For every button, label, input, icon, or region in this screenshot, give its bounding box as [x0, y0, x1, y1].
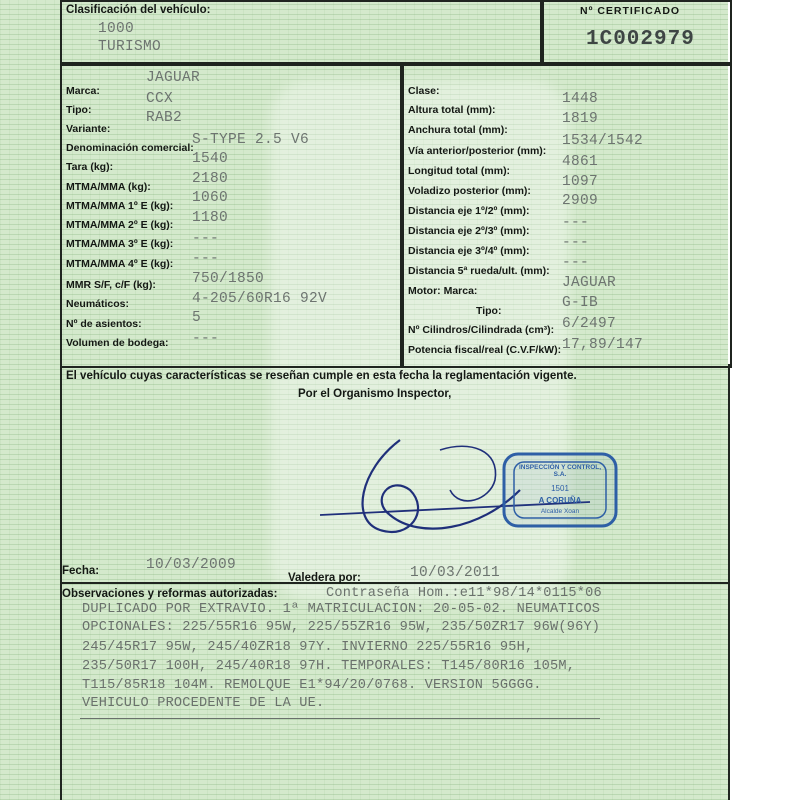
stamp-number: 1501: [551, 484, 569, 493]
observacion-line: 245/45R17 95W, 245/40ZR18 97Y. INVIERNO 225/55R16 95H,: [82, 640, 534, 655]
page-margin: [728, 0, 800, 800]
spec-value: 5: [192, 310, 202, 326]
spec-value: 17,89/147: [562, 337, 644, 353]
fecha-value: 10/03/2009: [146, 557, 237, 573]
spec-label: MTMA/MMA 3º E (kg):: [66, 238, 174, 250]
spec-value: CCX: [146, 91, 174, 107]
spec-value: G-IB: [562, 295, 599, 311]
right-border: [728, 364, 730, 800]
spec-label: Voladizo posterior (mm):: [408, 185, 531, 197]
spec-value: 1819: [562, 111, 599, 127]
spec-label: Distancia 5ª rueda/ult. (mm):: [408, 265, 550, 277]
spec-label: Variante:: [66, 123, 111, 135]
spec-value: ---: [562, 255, 590, 271]
spec-value: ---: [192, 331, 220, 347]
spec-value: 1448: [562, 91, 599, 107]
spec-label: Altura total (mm):: [408, 104, 496, 116]
spec-label: Volumen de bodega:: [66, 337, 169, 349]
spec-value: 1540: [192, 151, 229, 167]
spec-value: JAGUAR: [146, 70, 201, 86]
spec-value: ---: [192, 231, 220, 247]
valedera-label: Valedera por:: [288, 572, 361, 584]
spec-value: RAB2: [146, 110, 183, 126]
spec-value: 2909: [562, 193, 599, 209]
observaciones-label: Observaciones y reformas autorizadas:: [62, 588, 278, 600]
spec-value: ---: [562, 215, 590, 231]
spec-value: 1097: [562, 174, 599, 190]
inspection-stamp: [500, 450, 620, 530]
clasificacion-label: Clasificación del vehículo:: [66, 4, 211, 16]
stamp-bottom-text: Alcalde Xoan: [540, 508, 580, 515]
spec-label: MTMA/MMA 1º E (kg):: [66, 200, 174, 212]
spec-value: 1534/1542: [562, 133, 644, 149]
spec-value: 1180: [192, 210, 229, 226]
spec-value: 2180: [192, 171, 229, 187]
spec-value: S-TYPE 2.5 V6: [192, 132, 310, 148]
valedera-value: 10/03/2011: [410, 565, 501, 581]
certification-statement: El vehículo cuyas características se reseñan cumple en esta fecha la reglamentación vigente.: [66, 370, 577, 382]
observaciones-divider: [60, 582, 728, 584]
spec-value: ---: [562, 235, 590, 251]
spec-label: Tara (kg):: [66, 161, 114, 173]
spec-label: Vía anterior/posterior (mm):: [408, 145, 547, 157]
observacion-line: DUPLICADO POR EXTRAVIO. 1ª MATRICULACION: 20-05-02. NEUMATICOS: [82, 602, 601, 617]
end-rule: [80, 718, 600, 719]
certificado-label: Nº CERTIFICADO: [580, 5, 681, 17]
spec-label: Motor: Marca:: [408, 285, 478, 297]
observacion-line: 235/50R17 100H, 245/40R18 97H. TEMPORALES: T145/80R16 105M,: [82, 659, 576, 674]
spec-label: Clase:: [408, 85, 440, 97]
spec-label: Distancia eje 3º/4º (mm):: [408, 245, 530, 257]
clasificacion-code: 1000: [98, 21, 135, 37]
contrasena-homologacion: Contraseña Hom.:e11*98/14*0115*06: [326, 586, 602, 601]
spec-label: Distancia eje 2º/3º (mm):: [408, 225, 530, 237]
spec-label: Tipo:: [476, 305, 502, 317]
spec-value: ---: [192, 251, 220, 267]
spec-label: Nº de asientos:: [66, 318, 142, 330]
inspector-label: Por el Organismo Inspector,: [298, 388, 452, 400]
spec-label: Marca:: [66, 85, 100, 97]
spec-label: Potencia fiscal/real (C.V.F/kW):: [408, 344, 562, 356]
fecha-label: Fecha:: [62, 565, 100, 577]
spec-label: Longitud total (mm):: [408, 165, 511, 177]
spec-label: MTMA/MMA (kg):: [66, 181, 151, 193]
spec-value: 4-205/60R16 92V: [192, 291, 328, 307]
stamp-city: A CORUÑA: [538, 496, 582, 505]
spec-label: MTMA/MMA 2º E (kg):: [66, 219, 174, 231]
spec-label: Distancia eje 1º/2º (mm):: [408, 205, 530, 217]
observacion-line: VEHICULO PROCEDENTE DE LA UE.: [82, 696, 325, 711]
spec-label: Nº Cilindros/Cilindrada (cm³):: [408, 324, 555, 336]
spec-label: MTMA/MMA 4º E (kg):: [66, 258, 174, 270]
left-border: [60, 364, 62, 800]
spec-value: 750/1850: [192, 271, 265, 287]
observacion-line: OPCIONALES: 225/55R16 95W, 225/55ZR16 95W, 235/50ZR17 96W(96Y): [82, 620, 601, 635]
stamp-top-text: INSPECCIÓN Y CONTROL, S.A.: [518, 464, 602, 478]
spec-label: Tipo:: [66, 104, 92, 116]
spec-label: Denominación comercial:: [66, 142, 194, 154]
spec-label: Anchura total (mm):: [408, 124, 508, 136]
spec-label: MMR S/F, c/F (kg):: [66, 279, 156, 291]
spec-value: JAGUAR: [562, 275, 617, 291]
spec-value: 1060: [192, 190, 229, 206]
certificado-number: 1C002979: [586, 28, 695, 51]
spec-value: 4861: [562, 154, 599, 170]
spec-label: Neumáticos:: [66, 298, 130, 310]
spec-value: 6/2497: [562, 316, 617, 332]
observacion-line: T115/85R18 104M. REMOLQUE E1*94/20/0768. VERSION 5GGGG.: [82, 678, 542, 693]
clasificacion-tipo: TURISMO: [98, 39, 162, 55]
